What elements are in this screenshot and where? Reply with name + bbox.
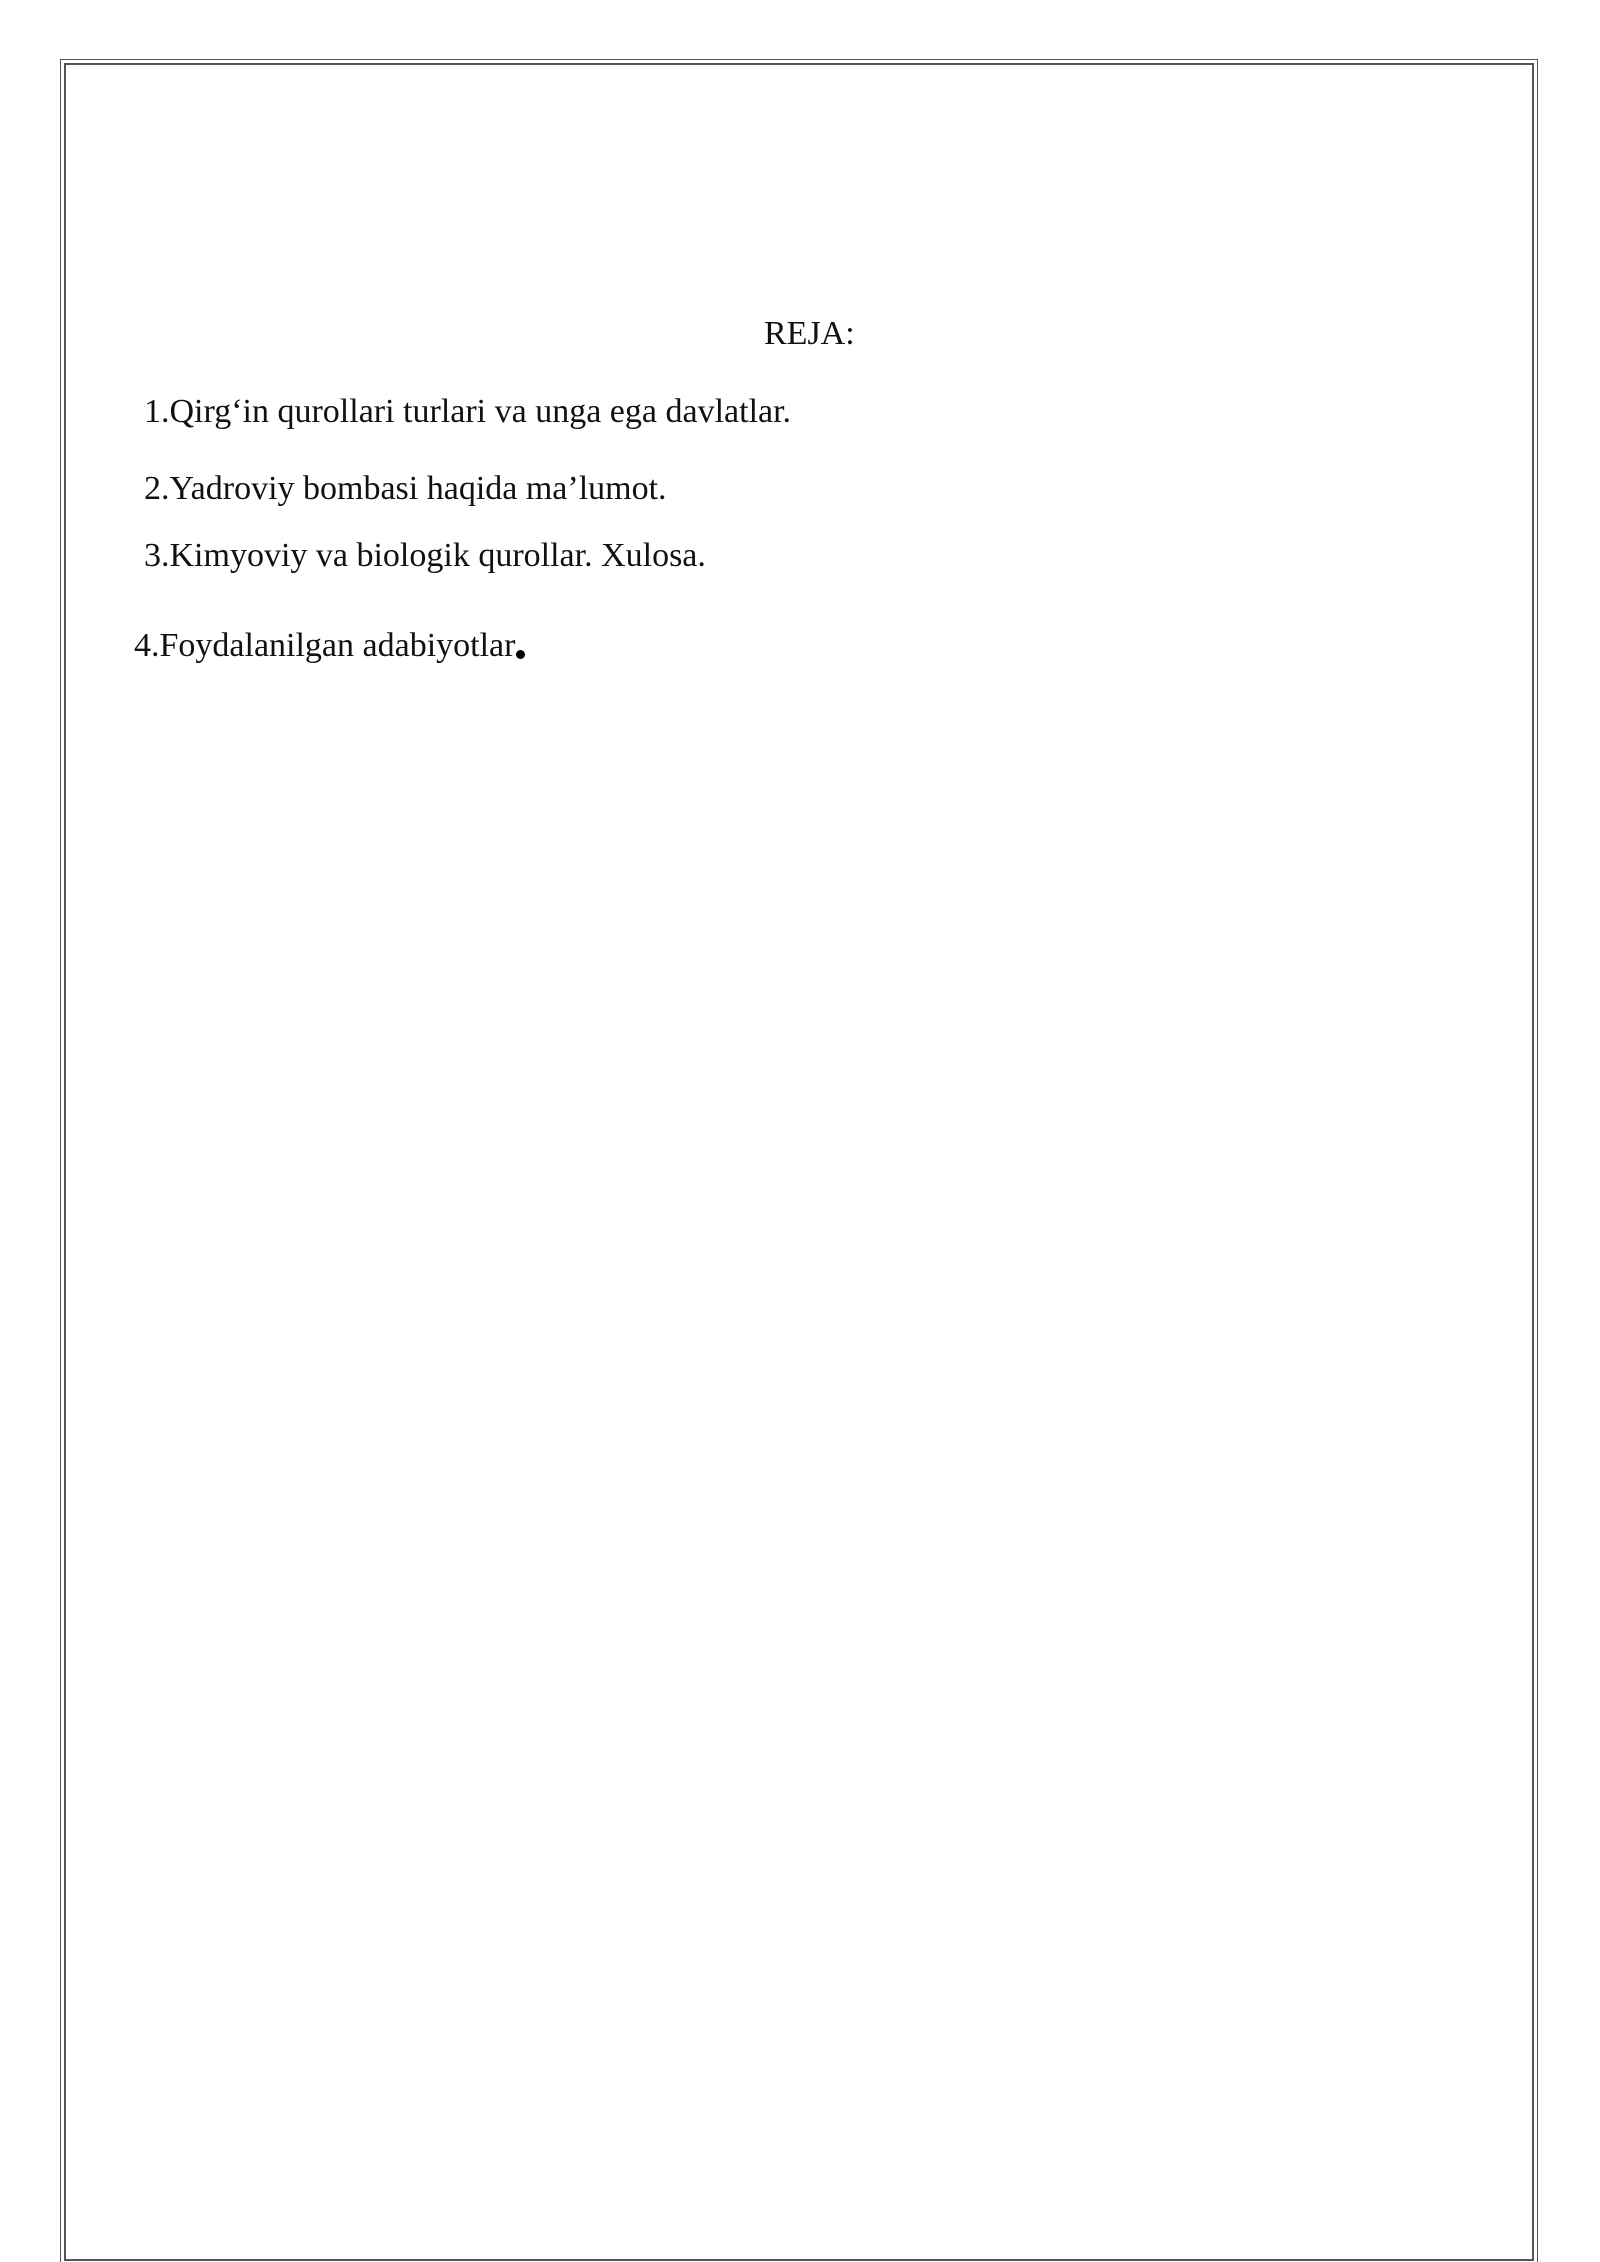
plan-item-text: Qirg‘in qurollari turlari va unga ega davlatlar.	[169, 393, 792, 430]
bullet-dot-icon	[516, 650, 525, 659]
plan-item-4	[134, 624, 525, 668]
plan-item-number: 1.	[144, 393, 170, 430]
plan-item-number: 4.	[134, 627, 160, 664]
plan-item-number: 3.	[144, 537, 170, 574]
plan-heading: REJA:	[764, 315, 855, 352]
plan-item-number: 2.	[144, 470, 170, 507]
plan-item-text: Foydalanilgan adabiyotlar	[159, 627, 516, 664]
plan-item-1	[144, 390, 791, 434]
plan-item-3	[144, 534, 706, 578]
plan-item-2	[144, 467, 667, 511]
plan-item-text: Yadroviy bombasi haqida ma’lumot.	[169, 470, 667, 507]
plan-item-text: Kimyoviy va biologik qurollar. Xulosa.	[169, 537, 706, 574]
